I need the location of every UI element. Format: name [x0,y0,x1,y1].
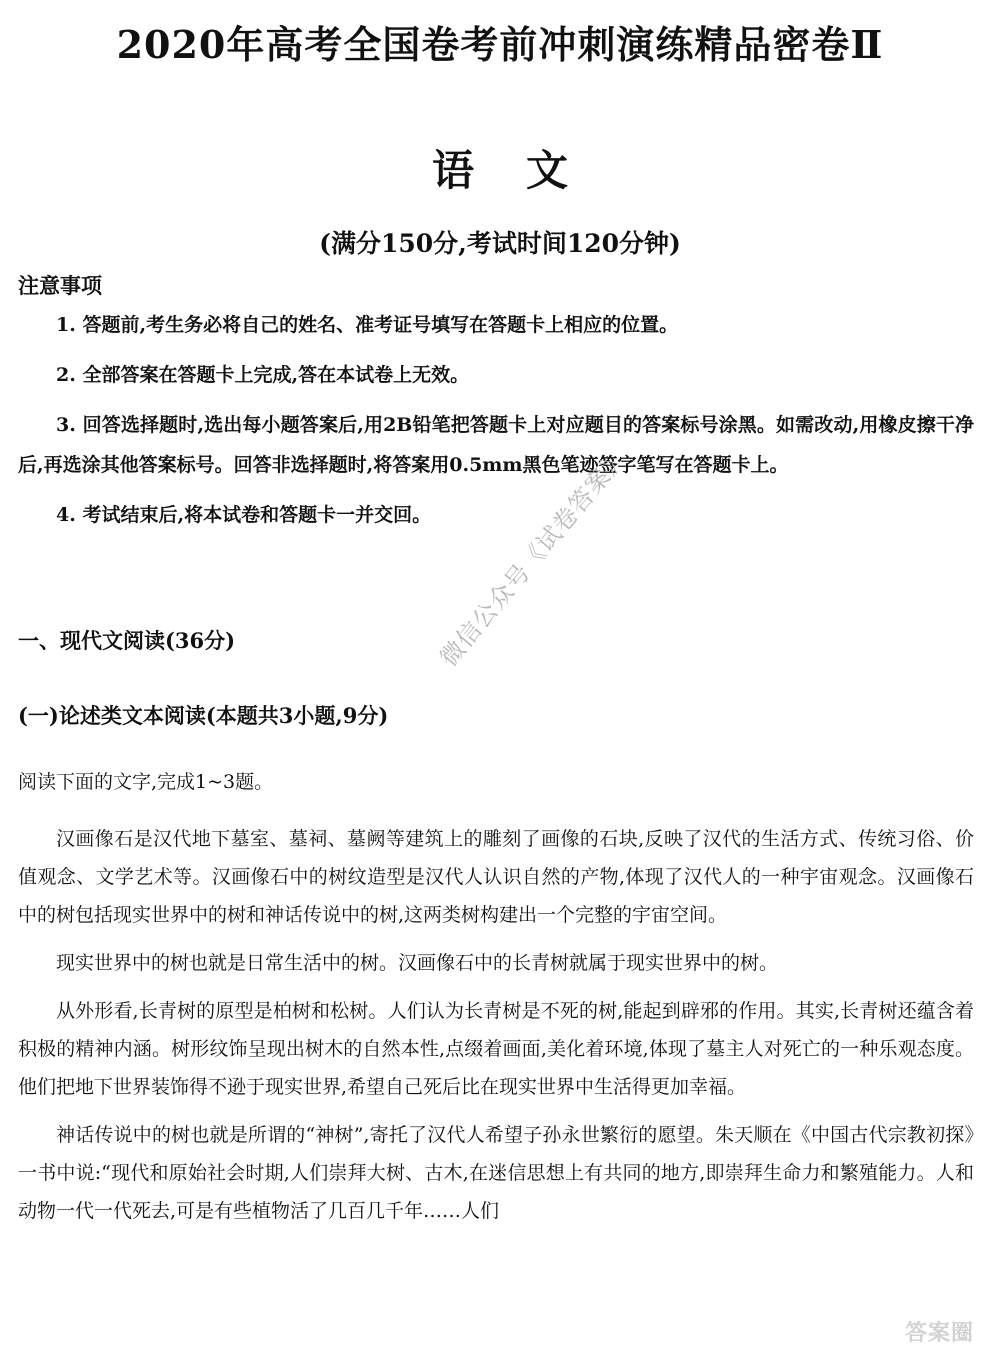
notice-heading: 注意事项 [18,273,102,298]
reading-instruction: 阅读下面的文字,完成1~3题。 [18,771,274,793]
passage-paragraph: 从外形看,长青树的原型是柏树和松树。人们认为长青树是不死的树,能起到辟邪的作用。其实,长青树还蕴含着积极的精神内涵。树形纹饰呈现出树木的自然本性,点缀着画面,美化着环境,体现了墓主人对死亡的一种乐观态度。他们把地下世界装饰得不逊于现实世界,希望自己死后比在现实世界中生活得更加幸福。 [18,1000,974,1098]
watermark: 微信公众号《试卷答案》 [434,443,633,672]
passage-paragraph: 现实世界中的树也就是日常生活中的树。汉画像石中的长青树就属于现实世界中的树。 [56,952,779,974]
passage-paragraph: 汉画像石是汉代地下墓室、墓祠、墓阙等建筑上的雕刻了画像的石块,反映了汉代的生活方式、传统习俗、价值观念、文学艺术等。汉画像石中的树纹造型是汉代人认识自然的产物,体现了汉代人的一种宇宙观念。汉画像石中的树包括现实世界中的树和神话传说中的树,这两类树构建出一个完整的宇宙空间。 [18,828,974,926]
notice-item: 4. 考试结束后,将本试卷和答题卡一并交回。 [56,504,432,526]
notice-item: 1. 答题前,考生务必将自己的姓名、准考证号填写在答题卡上相应的位置。 [56,314,679,336]
exam-title: 2020年高考全国卷考前冲刺演练精品密卷Ⅱ [116,22,884,67]
notice-list [18,305,974,545]
section-heading: 一、现代文阅读(36分) [18,628,236,653]
notice-item: 3. 回答选择题时,选出每小题答案后,用2B铅笔把答题卡上对应题目的答案标号涂黑。如需改动,用橡皮擦干净后,再选涂其他答案标号。回答非选择题时,将答案用0.5mm黑色笔迹签字笔写在答题卡上。 [18,414,974,476]
subsection-heading: (一)论述类文本阅读(本题共3小题,9分) [18,703,389,728]
subject-title: 语文 [431,146,620,195]
corner-logo: 答案圈 [904,1321,974,1346]
reading-passage [18,820,974,1240]
score-info: (满分150分,考试时间120分钟) [319,229,681,258]
notice-item: 2. 全部答案在答题卡上完成,答在本试卷上无效。 [56,364,470,386]
passage-paragraph: 神话传说中的树也就是所谓的“神树”,寄托了汉代人希望子孙永世繁衍的愿望。朱天顺在《中国古代宗教初探》一书中说:“现代和原始社会时期,人们崇拜大树、古木,在迷信思想上有共同的地方,即崇拜生命力和繁殖能力。人和动物一代一代死去,可是有些植物活了几百几千年……人们 [18,1124,974,1222]
